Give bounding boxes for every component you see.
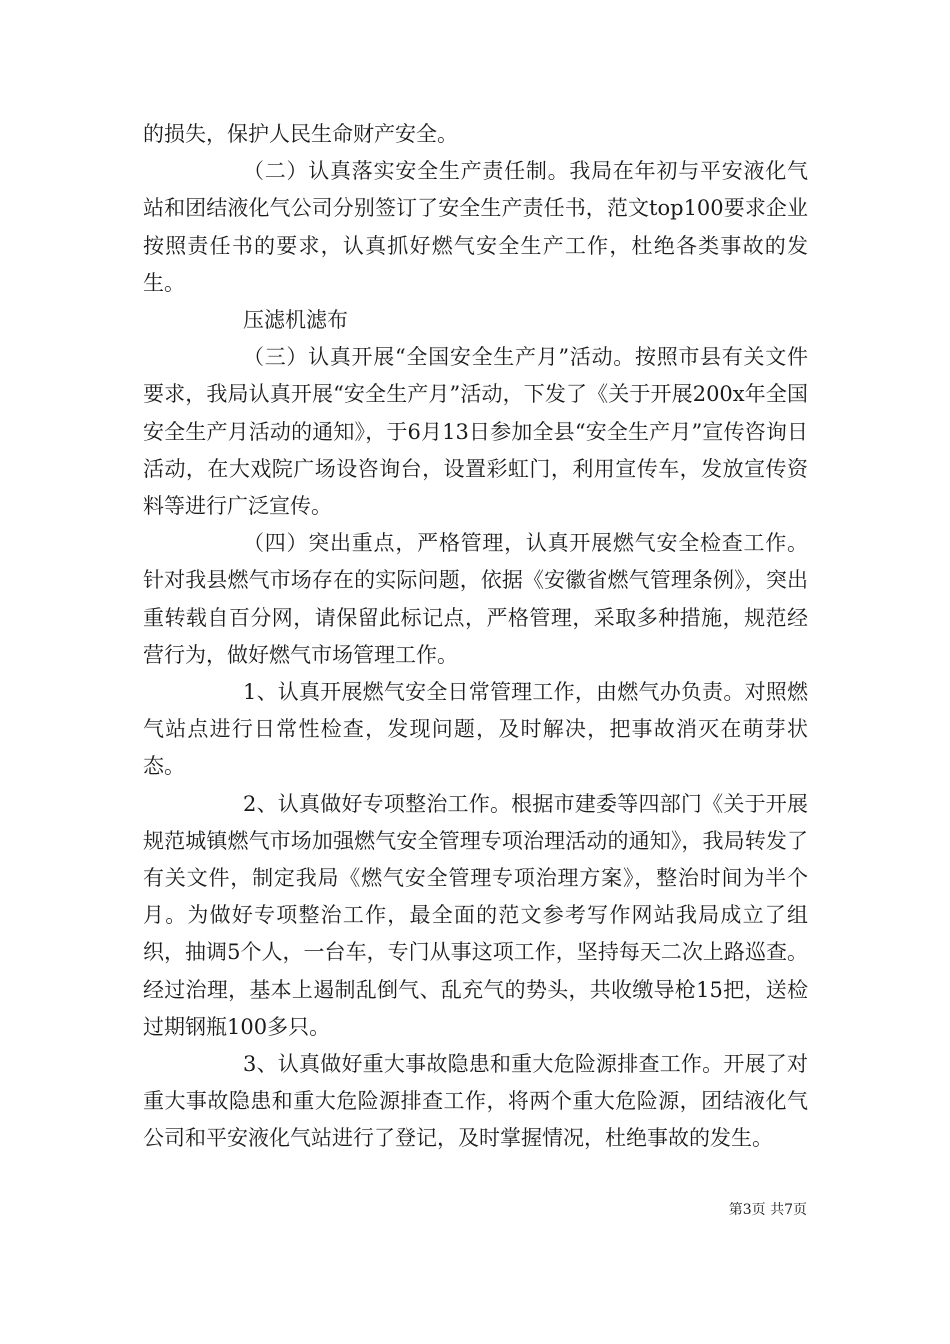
paragraph-section-3: （三）认真开展“全国安全生产月”活动。按照市县有关文件要求，我局认真开展“安全生产月”活动，下发了《关于开展200x年全国安全生产月活动的通知》，于6月13日参加全县“安全生产月”宣传咨询日活动，在大戏院广场设咨询台，设置彩虹门，利用宣传车，发放宣传资料等进行广泛宣传。 [143,345,808,519]
document-body [143,116,808,1158]
paragraph-item-3: 3、认真做好重大事故隐患和重大危险源排查工作。开展了对重大事故隐患和重大危险源排查工作，将两个重大危险源，团结液化气公司和平安液化气站进行了登记，及时掌握情况，杜绝事故的发生。 [143,1052,808,1151]
paragraph-inserted-keyword: 压滤机滤布 [243,308,348,333]
paragraph-item-1: 1、认真开展燃气安全日常管理工作，由燃气办负责。对照燃气站点进行日常性检查，发现问题，及时解决，把事故消灭在萌芽状态。 [143,680,808,779]
paragraph-item-2: 2、认真做好专项整治工作。根据市建委等四部门《关于开展规范城镇燃气市场加强燃气安全管理专项治理活动的通知》，我局转发了有关文件，制定我局《燃气安全管理专项治理方案》，整治时间为半个月。为做好专项整治工作，最全面的范文参考写作网站我局成立了组织，抽调5个人，一台车，专门从事这项工作，坚持每天二次上路巡查。经过治理，基本上遏制乱倒气、乱充气的势头，共收缴导枪15把，送检过期钢瓶100多只。 [143,791,808,1039]
paragraph-section-2: （二）认真落实安全生产责任制。我局在年初与平安液化气站和团结液化气公司分别签订了安全生产责任书，范文top100要求企业按照责任书的要求，认真抓好燃气安全生产工作，杜绝各类事故的发生。 [143,159,808,295]
page-number-footer: 第3页 共7页 [728,1202,807,1218]
paragraph-continuation: 的损失，保护人民生命财产安全。 [143,122,458,146]
paragraph-section-4: （四）突出重点，严格管理，认真开展燃气安全检查工作。针对我县燃气市场存在的实际问题，依据《安徽省燃气管理条例》，突出重转载自百分网，请保留此标记点，严格管理，采取多种措施，规范经营行为，做好燃气市场管理工作。 [143,531,808,667]
